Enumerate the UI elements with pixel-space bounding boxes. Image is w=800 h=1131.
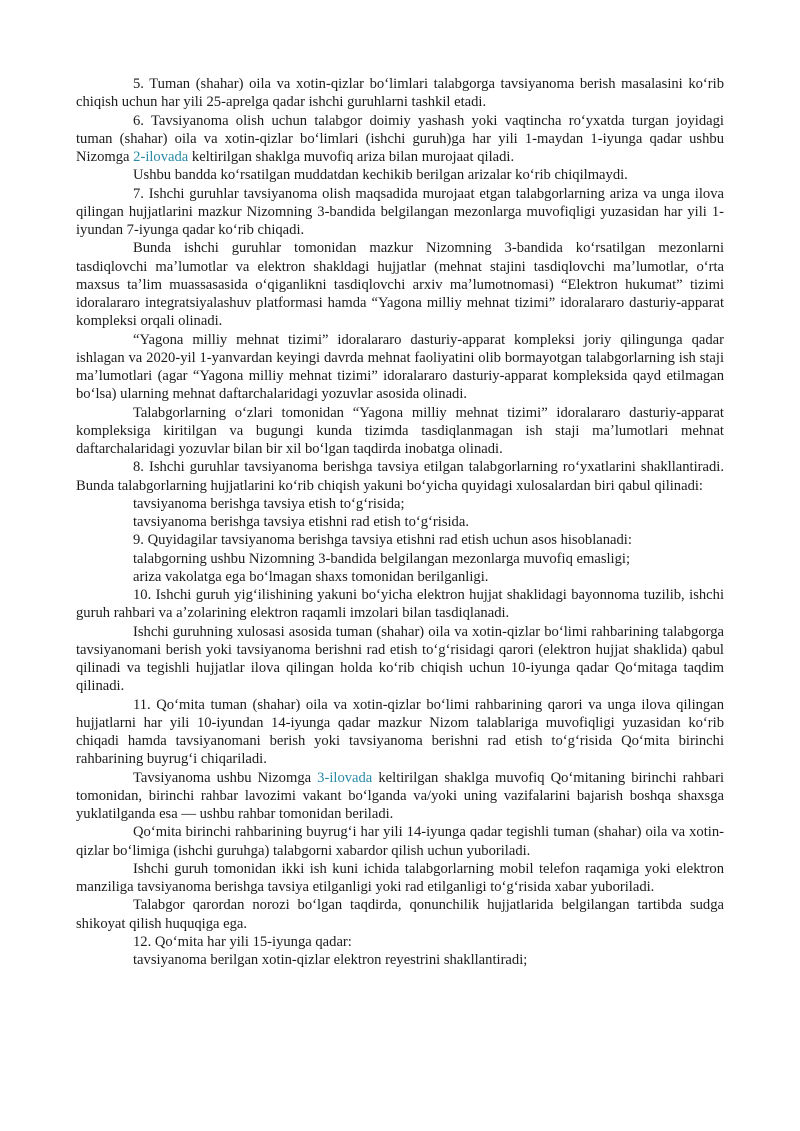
paragraph-text: 12. Qoʻmita har yili 15-iyunga qadar:	[133, 933, 352, 950]
paragraph-text: talabgorning ushbu Nizomning 3-bandida belgilangan mezonlarga muvofiq emasligi;	[133, 550, 631, 567]
paragraph-p11	[76, 531, 724, 549]
annex-link[interactable]: 2-ilovada	[133, 149, 189, 165]
paragraph-text: Ushbu bandda koʻrsatilgan muddatdan kechikib berilgan arizalar koʻrib chiqilmaydi.	[133, 167, 628, 184]
paragraph-text: tavsiyanoma berilgan xotin-qizlar elektron reyestrini shakllantiradi;	[133, 952, 528, 968]
paragraph-text: Talabgor qarordan norozi boʻlgan taqdirda, qonunchilik hujjatlarida belgilangan tartibda sudga shikoyat qilish huquqiga ega.	[76, 897, 724, 932]
paragraph-p13	[76, 568, 724, 586]
paragraph-p14	[76, 586, 724, 623]
paragraph-text: 8. Ishchi guruhlar tavsiyanoma berishga tavsiya etilgan talabgorlarning roʻyxatlarini shakllantiradi. Bunda talabgorlarning hujjatlarini koʻrib chiqish yakuni boʻyicha quyidagi xulosalardan biri qabul qilinadi:	[76, 459, 724, 494]
paragraph-p7	[76, 404, 724, 459]
paragraph-text: Tavsiyanoma ushbu Nizomga	[133, 769, 318, 786]
paragraph-p4	[76, 185, 724, 240]
paragraph-p19	[76, 860, 724, 897]
paragraph-text: 7. Ishchi guruhlar tavsiyanoma olish maqsadida murojaat etgan talabgorlarning ariza va unga ilova qilingan hujjatlarini mazkur Nizomning 3-bandida belgilangan mezonlarga muvofiqligi yuzasidan har yili 1-iyundan 7-iyunga qadar koʻrib chiqadi.	[76, 185, 724, 238]
paragraph-text: keltirilgan shaklga muvofiq ariza bilan murojaat qiladi.	[188, 149, 515, 165]
paragraph-text: tavsiyanoma berishga tavsiya etish toʻgʻrisida;	[133, 495, 405, 512]
paragraph-p21	[76, 933, 724, 951]
paragraph-text: Talabgorlarning oʻzlari tomonidan “Yagona milliy mehnat tizimi” idoralararo dasturiy-apparat kompleksiga kiritilgan va bugungi kunda tizimda tasdiqlanmagan ish staji maʼlumotlari mehnat daftarchalaridagi yozuvlar bilan bir xil boʻlgan taqdirda inobatga olinadi.	[76, 404, 724, 457]
paragraph-p22	[76, 951, 724, 969]
document-body	[76, 75, 724, 969]
paragraph-text: 9. Quyidagilar tavsiyanoma berishga tavsiya etishni rad etish uchun asos hisoblanadi:	[133, 532, 632, 549]
paragraph-p10	[76, 513, 724, 531]
paragraph-p1	[76, 75, 724, 112]
paragraph-p2	[76, 112, 724, 167]
paragraph-text: 6. Tavsiyanoma olish uchun talabgor doimiy yashash yoki vaqtincha roʻyxatda turgan joyidagi tuman (shahar) oila va xotin-qizlar boʻlimlari (ishchi guruh)ga har yili 1-maydan 1-iyunga qadar ushbu Nizomga	[76, 112, 724, 165]
paragraph-p20	[76, 896, 724, 933]
paragraph-p8	[76, 458, 724, 495]
paragraph-text: Ishchi guruhning xulosasi asosida tuman (shahar) oila va xotin-qizlar boʻlimi rahbarining talabgorga tavsiyanomani berish yoki tavsiyanoma berishni rad etish toʻgʻrisidagi qarori (elektron hujjat shaklida) qabul qilinadi va tegishli hujjatlar ilova qilingan holda koʻrib chiqish uchun 10-iyunga qadar Qoʻmitaga taqdim qilinadi.	[76, 623, 724, 695]
paragraph-text: Qoʻmita birinchi rahbarining buyrugʻi har yili 14-iyunga qadar tegishli tuman (shahar) oila va xotin-qizlar boʻlimiga (ishchi guruhga) talabgorni xabardor qilish uchun yuboriladi.	[76, 824, 724, 859]
paragraph-text: 5. Tuman (shahar) oila va xotin-qizlar boʻlimlari talabgorga tavsiyanoma berish masalasini koʻrib chiqish uchun har yili 25-aprelga qadar ishchi guruhlarni tashkil etadi.	[76, 76, 724, 111]
paragraph-p12	[76, 550, 724, 568]
paragraph-p17	[76, 769, 724, 824]
paragraph-text: ariza vakolatga ega boʻlmagan shaxs tomonidan berilganligi.	[133, 568, 489, 585]
paragraph-p6	[76, 331, 724, 404]
paragraph-text: 11. Qoʻmita tuman (shahar) oila va xotin-qizlar boʻlimi rahbarining qarori va unga ilova qilingan hujjatlarni har yili 10-iyundan 14-iyunga qadar mazkur Nizom talablariga muvofiqligi yuzasidan koʻrib chiqadi hamda tavsiyanomani berish yoki tavsiyanoma berishni rad etish toʻgʻrisida Qoʻmita birinchi rahbarining buyrugʻi chiqariladi.	[76, 696, 724, 768]
paragraph-text: Bunda ishchi guruhlar tomonidan mazkur Nizomning 3-bandida koʻrsatilgan mezonlarni tasdiqlovchi maʼlumotlar va elektron shakldagi hujjatlar (mehnat stajini tasdiqlovchi maʼlumotlar, oʻrta maxsus taʼlim muassasasida oʻqiganlikni tasdiqlovchi arxiv maʼlumotnomasi) “Elektron hukumat” tizimi idoralararo integratsiyalashuv platformasi hamda “Yagona milliy mehnat tizimi” idoralararo dasturiy-apparat kompleksi orqali olinadi.	[76, 240, 724, 330]
paragraph-text: Ishchi guruh tomonidan ikki ish kuni ichida talabgorlarning mobil telefon raqamiga yoki elektron manziliga tavsiyanoma berishga tavsiya etilganligi yoki rad etilganligi toʻgʻrisida xabar yuboriladi.	[76, 860, 724, 895]
paragraph-text: “Yagona milliy mehnat tizimi” idoralararo dasturiy-apparat kompleksi joriy qilingunga qadar ishlagan va 2020-yil 1-yanvardan keyingi davrda mehnat faoliyatini olib bormayotgan talabgorlarning ish staji maʼlumotlari (agar “Yagona milliy mehnat tizimi” idoralararo dasturiy-apparat kompleksida qayd etilmagan boʻlsa) ularning mehnat daftarchalaridagi yozuvlar asosida olinadi.	[76, 331, 724, 403]
paragraph-text: 10. Ishchi guruh yigʻilishining yakuni boʻyicha elektron hujjat shaklidagi bayonnoma tuzilib, ishchi guruh rahbari va aʼzolarining elektron raqamli imzolari bilan tasdiqlanadi.	[76, 587, 724, 622]
paragraph-text: tavsiyanoma berishga tavsiya etishni rad etish toʻgʻrisida.	[133, 514, 469, 530]
paragraph-p3	[76, 166, 724, 184]
annex-link[interactable]: 3-ilovada	[317, 769, 373, 786]
paragraph-p9	[76, 495, 724, 513]
paragraph-p15	[76, 623, 724, 696]
paragraph-p16	[76, 696, 724, 769]
paragraph-text: keltirilgan shaklga muvofiq Qoʻmitaning birinchi rahbari tomonidan, birinchi rahbar lavozimi vakant boʻlganda va/yoki uning vazifalarini bajarish boshqa shaxsga yuklatilganda esa — ushbu rahbar tomonidan beriladi.	[76, 769, 725, 822]
paragraph-p18	[76, 823, 724, 860]
paragraph-p5	[76, 239, 724, 330]
